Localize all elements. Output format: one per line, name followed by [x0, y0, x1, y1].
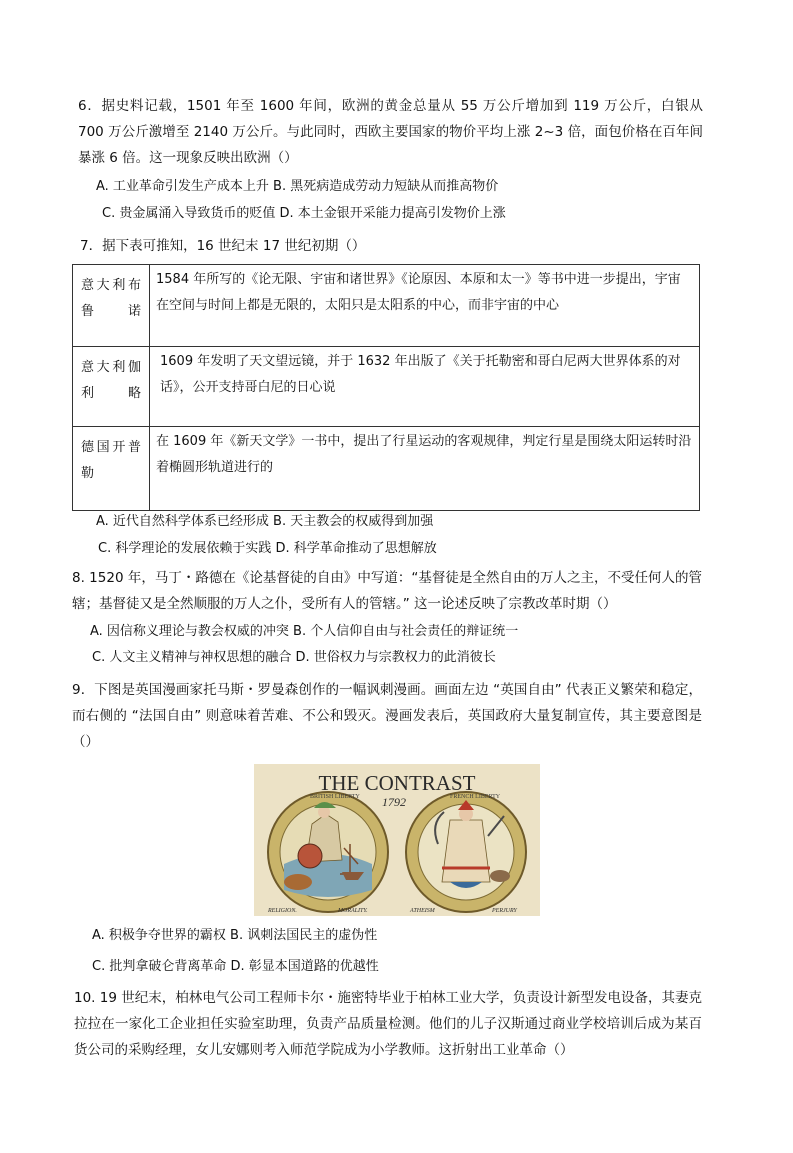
cartoon-year: 1792	[382, 795, 406, 809]
scientists-table	[72, 264, 700, 511]
religion-label: RELIGION.	[268, 908, 297, 914]
q9-stem: 9．下图是英国漫画家托马斯・罗曼森创作的一幅讽刺漫画。画面左边 “英国自由” 代表正义繁荣和稳定，而右侧的 “法国自由” 则意味着苦难、不公和毁灭。漫画发表后，英国政府大量复制宣传，其主要意图是（）	[72, 682, 702, 750]
q6-option-ab[interactable]: A. 工业革命引发生产成本上升 B. 黑死病造成劳动力短缺从而推高物价	[96, 179, 499, 194]
french-liberty-label: FRENCH LIBERTY	[450, 794, 501, 800]
q7-stem: 7．据下表可推知，16 世纪末 17 世纪初期（）	[80, 238, 366, 254]
table-row	[73, 427, 700, 511]
atheism-label: ATHEISM	[410, 908, 435, 914]
q9-option-ab[interactable]: A. 积极争夺世界的霸权 B. 讽刺法国民主的虚伪性	[92, 928, 378, 943]
table-cell-name: 德国开普勒	[73, 427, 150, 511]
q6-option-cd[interactable]: C. 贵金属涌入导致货币的贬值 D. 本土金银开采能力提高引发物价上涨	[102, 206, 506, 221]
q7-option-ab[interactable]: A. 近代自然科学体系已经形成 B. 天主教会的权威得到加强	[96, 514, 434, 529]
table-cell-name: 意大利伽利略	[73, 347, 150, 427]
perjury-label: PERJURY	[492, 908, 517, 914]
british-liberty-medallion	[268, 792, 388, 912]
table-cell-text: 在 1609 年《新天文学》一书中，提出了行星运动的客观规律，判定行星是围绕太阳运转时沿着椭圆形轨道进行的	[150, 427, 700, 511]
cartoon-title: THE CONTRAST	[318, 771, 476, 795]
morality-label: MORALITY.	[338, 908, 368, 914]
q9-option-cd[interactable]: C. 批判拿破仑背离革命 D. 彰显本国道路的优越性	[92, 959, 379, 974]
contrast-cartoon-image	[254, 764, 540, 916]
table-cell-text: 1609 年发明了天文望远镜，并于 1632 年出版了《关于托勒密和哥白尼两大世界体系的对话》，公开支持哥白尼的日心说	[150, 347, 700, 427]
q7-option-cd[interactable]: C. 科学理论的发展依赖于实践 D. 科学革命推动了思想解放	[98, 541, 437, 556]
british-liberty-label: BRITISH LIBERTY	[310, 794, 360, 800]
q10-stem: 10. 19 世纪末，柏林电气公司工程师卡尔・施密特毕业于柏林工业大学，负责设计新型发电设备，其妻克拉拉在一家化工企业担任实验室助理，负责产品质量检测。他们的儿子汉斯通过商业学校培训后成为某百货公司的采购经理，女儿安娜则考入师范学院成为小学教师。这折射出工业革命（）	[74, 990, 702, 1058]
q8-option-cd[interactable]: C. 人文主义精神与神权思想的融合 D. 世俗权力与宗教权力的此消彼长	[92, 650, 496, 665]
table-cell-text: 1584 年所写的《论无限、宇宙和诸世界》《论原因、本原和太一》等书中进一步提出，宇宙在空间与时间上都是无限的，太阳只是太阳系的中心，而非宇宙的中心	[150, 265, 700, 347]
table-cell-name: 意大利布鲁诺	[73, 265, 150, 347]
q8-option-ab[interactable]: A. 因信称义理论与教会权威的冲突 B. 个人信仰自由与社会责任的辩证统一	[90, 624, 519, 639]
table-row	[73, 347, 700, 427]
french-liberty-medallion	[406, 792, 526, 912]
cartoon-illustration	[254, 764, 540, 916]
table-row	[73, 265, 700, 347]
q8-stem: 8. 1520 年，马丁・路德在《论基督徒的自由》中写道：“基督徒是全然自由的万人之主，不受任何人的管辖；基督徒又是全然顺服的万人之仆，受所有人的管辖。” 这一论述反映了宗教改革时期（）	[72, 570, 702, 612]
q6-stem: 6．据史料记载，1501 年至 1600 年间，欧洲的黄金总量从 55 万公斤增加到 119 万公斤，白银从 700 万公斤激增至 2140 万公斤。与此同时，西欧主要国家的物价平均上涨 2~3 倍，面包价格在百年间暴涨 6 倍。这一现象反映出欧洲（）	[78, 98, 703, 166]
